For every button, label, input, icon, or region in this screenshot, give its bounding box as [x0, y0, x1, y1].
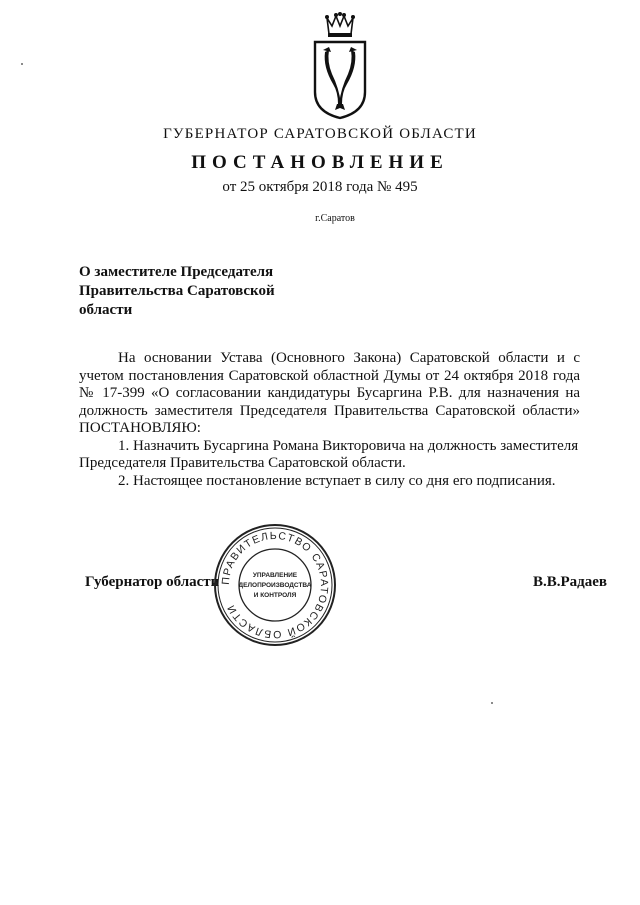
signatory-name: В.В.Радаев	[533, 574, 608, 590]
scan-speck	[21, 63, 23, 65]
subject-line: О заместителе Председателя	[79, 264, 274, 280]
document-body	[79, 350, 580, 490]
document-type-title: ПОСТАНОВЛЕНИЕ	[191, 152, 449, 173]
subject-line: области	[79, 302, 133, 318]
document-city: г.Саратов	[315, 213, 355, 224]
stamp-outer-text: ПРАВИТЕЛЬСТВО САРАТОВСКОЙ ОБЛАСТИ	[219, 529, 331, 641]
signatory-title: Губернатор области	[85, 574, 220, 590]
document-subject	[79, 263, 339, 320]
scan-speck	[491, 702, 493, 704]
coat-of-arms-emblem	[305, 12, 375, 122]
decree-item-1: 1. Назначить Бусаргина Романа Викторовича на должность заместителя Председателя Правительства Саратовской области.	[79, 437, 579, 471]
decree-item-2: 2. Настоящее постановление вступает в силу со дня его подписания.	[118, 472, 556, 489]
stamp-inner-line: УПРАВЛЕНИЕ	[252, 572, 298, 579]
official-stamp-seal	[210, 520, 340, 650]
document-date-number: от 25 октября 2018 года № 495	[222, 179, 418, 195]
stamp-inner-line: И КОНТРОЛЯ	[253, 592, 297, 599]
sterlet-fish-icon	[323, 47, 357, 110]
subject-line: Правительства Саратовской	[79, 283, 275, 299]
stamp-inner-line: ДЕЛОПРОИЗВОДСТВА	[238, 582, 312, 589]
preamble-paragraph: На основании Устава (Основного Закона) Саратовской области и с учетом постановления Саратовской областной Думы от 24 октября 2018 года № 17-399 «О согласовании кандидатуры Бусаргина Р.В. для назначения на должность заместителя Председателя Правительства Саратовской области» ПОСТАНОВЛЯЮ:	[79, 350, 580, 436]
issuing-authority: ГУБЕРНАТОР САРАТОВСКОЙ ОБЛАСТИ	[163, 126, 477, 142]
crown-icon	[325, 12, 355, 37]
